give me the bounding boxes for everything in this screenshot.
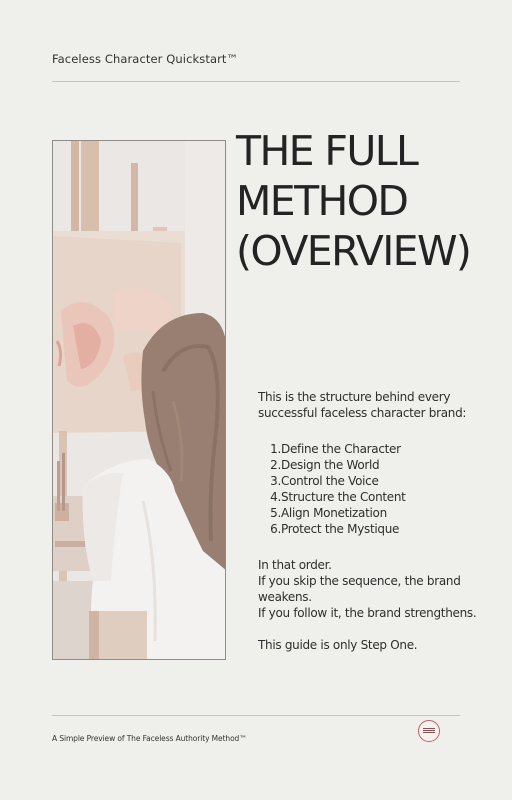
list-item [270, 473, 478, 489]
list-item [270, 489, 478, 505]
list-item [270, 505, 478, 521]
step-number: 4. [270, 490, 281, 504]
closing-line-skip: If you skip the sequence, the brand weakens. [258, 574, 461, 604]
step-label: Define the Character [281, 442, 401, 456]
list-item [270, 457, 478, 473]
header-divider [52, 81, 460, 82]
footer-divider [52, 715, 460, 716]
closing-line-step-one: This guide is only Step One. [258, 638, 418, 652]
method-steps-list [258, 441, 478, 537]
step-label: Design the World [281, 458, 380, 472]
closing-line-order: In that order. [258, 558, 332, 572]
step-number: 1. [270, 442, 281, 456]
page-heading [236, 126, 470, 276]
step-label: Control the Voice [281, 474, 379, 488]
step-label: Protect the Mystique [281, 522, 400, 536]
step-number: 6. [270, 522, 281, 536]
heading-line: THE FULL [236, 127, 418, 175]
round-brand-seal-icon [418, 720, 440, 742]
page-header-title: Faceless Character Quickstart™ [52, 52, 239, 66]
intro-paragraph: This is the structure behind every successful faceless character brand: [258, 390, 467, 420]
footer-text: A Simple Preview of The Faceless Authority Method™ [52, 734, 247, 743]
step-number: 3. [270, 474, 281, 488]
closing-line-follow: If you follow it, the brand strengthens. [258, 606, 477, 620]
step-label: Structure the Content [281, 490, 406, 504]
heading-line: METHOD [236, 177, 408, 225]
body-copy [258, 389, 478, 653]
step-label: Align Monetization [281, 506, 387, 520]
paragraph-gap [258, 621, 478, 637]
step-number: 2. [270, 458, 281, 472]
list-item [270, 521, 478, 537]
heading-line: (OVERVIEW) [236, 227, 471, 275]
list-item [270, 441, 478, 457]
woman-painting-at-easel-photo [52, 140, 226, 660]
step-number: 5. [270, 506, 281, 520]
closing-paragraph [258, 557, 478, 653]
